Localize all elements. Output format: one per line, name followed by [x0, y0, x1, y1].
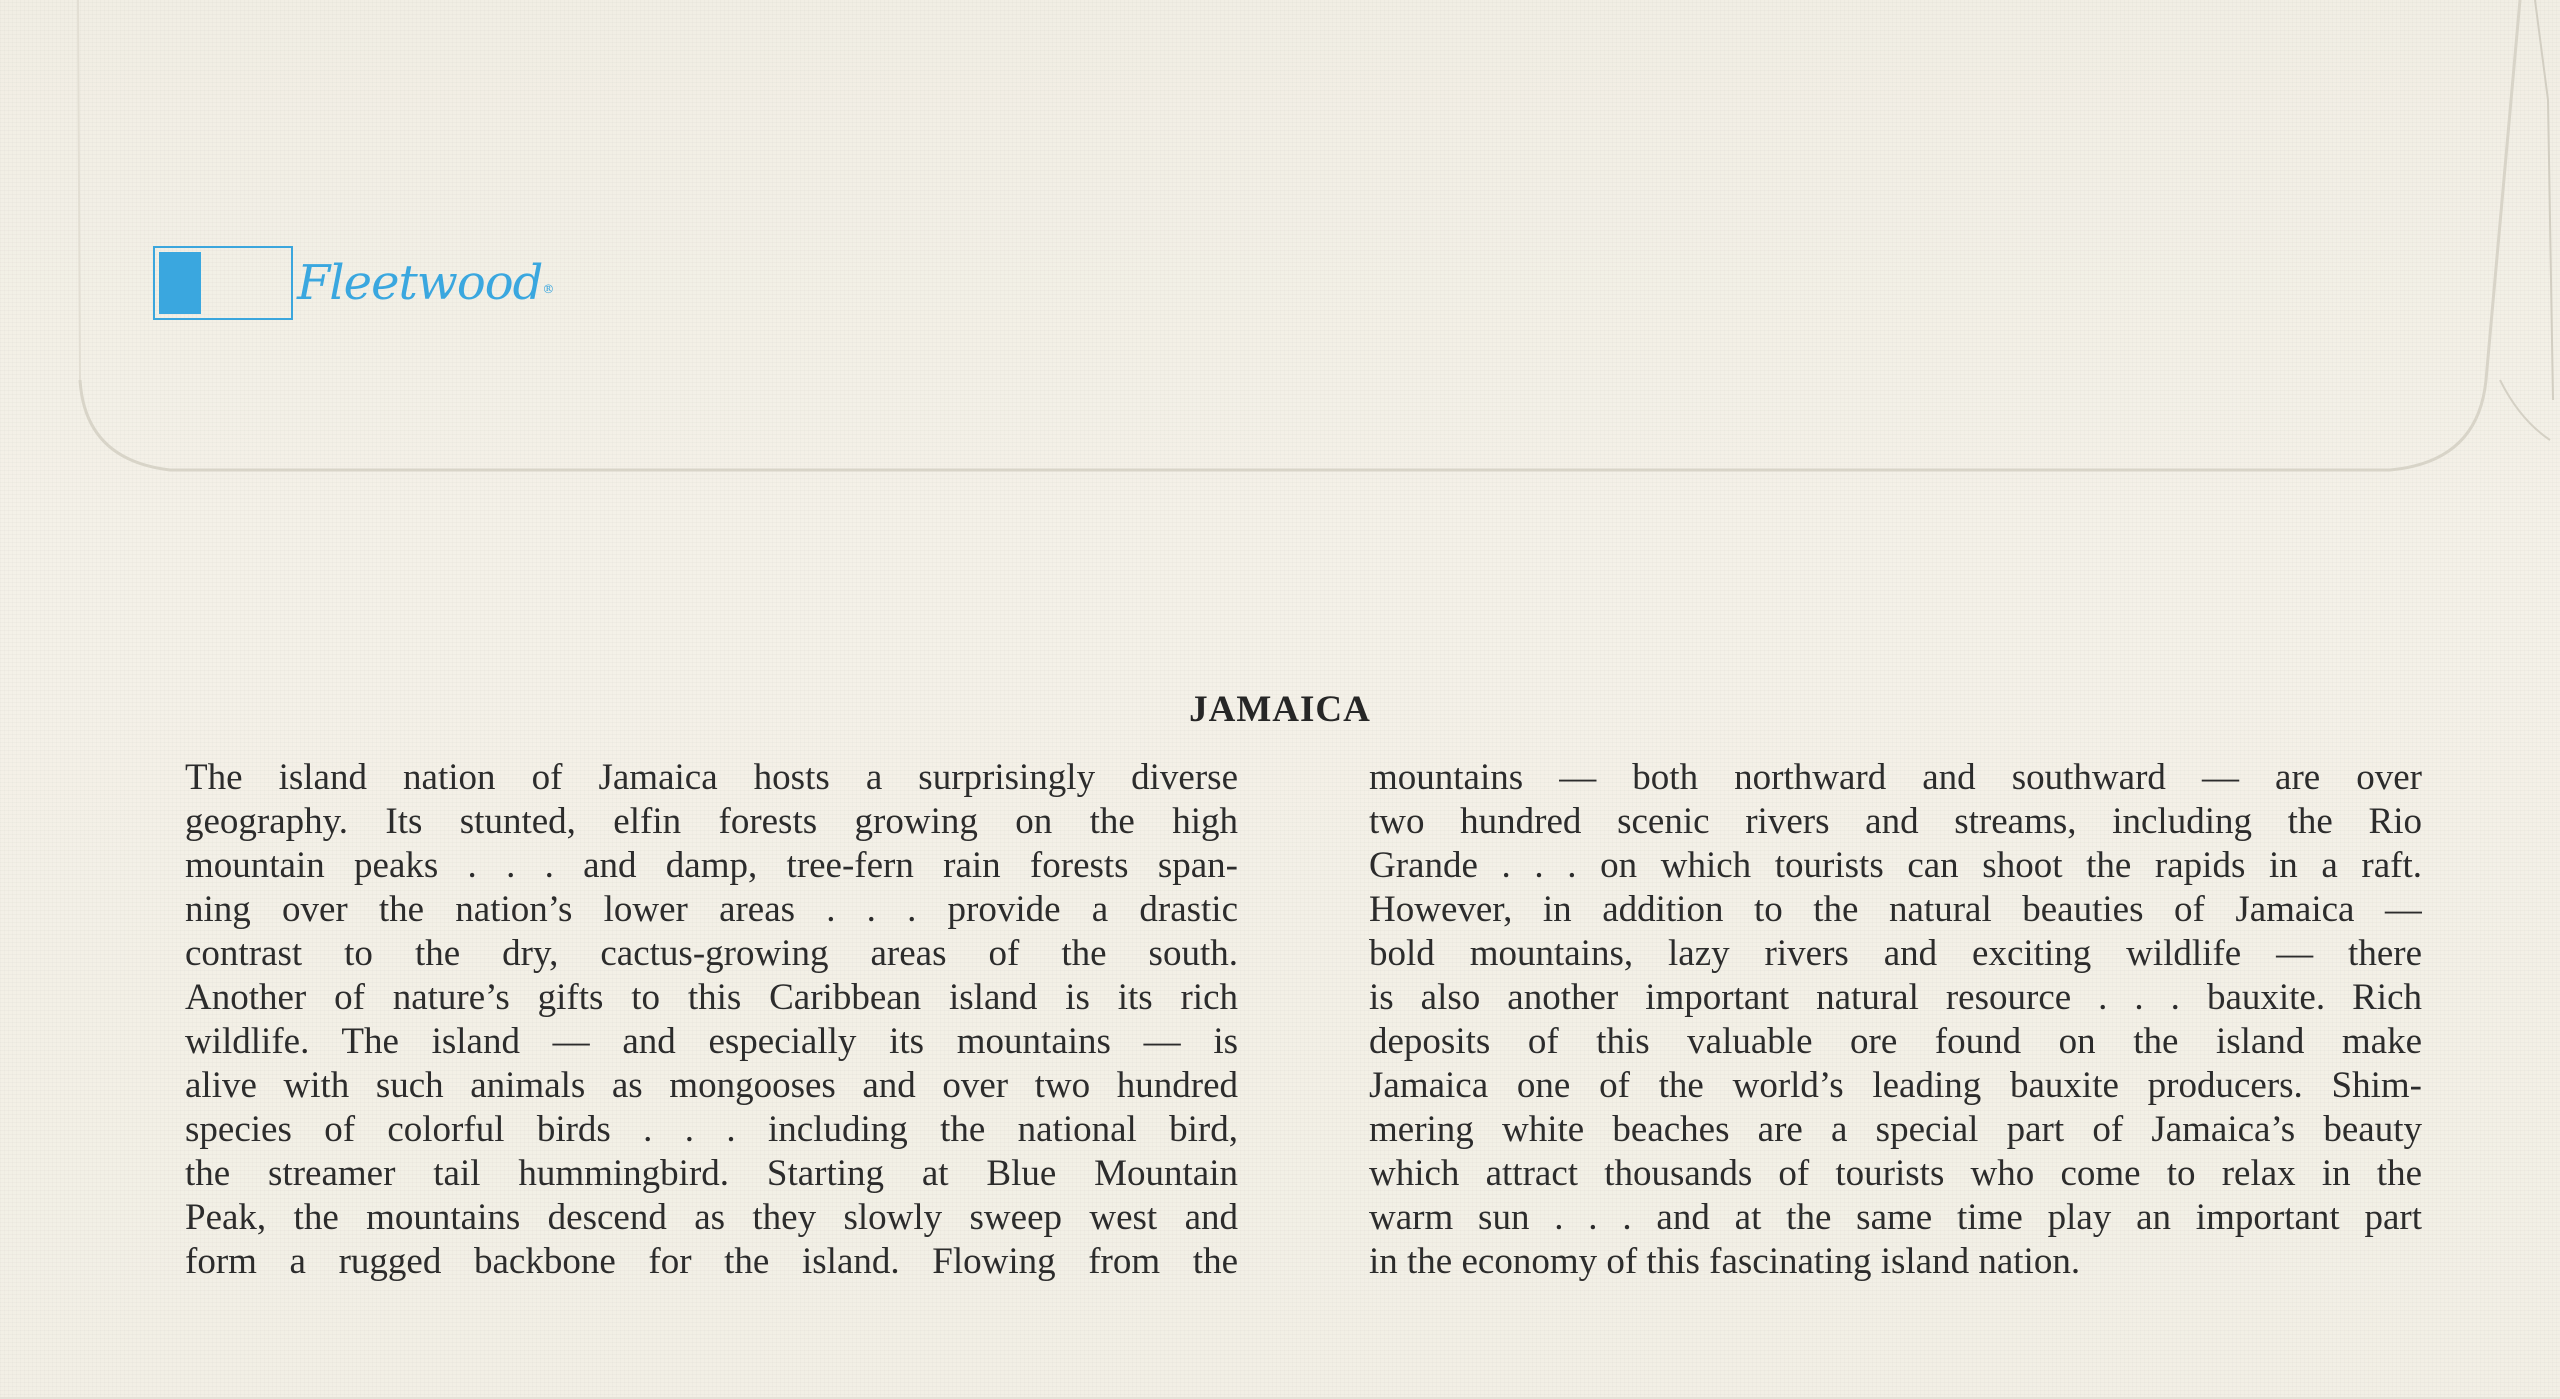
article-title: JAMAICA — [1189, 689, 1371, 730]
text-line: species of colorful birds . . . including the national bird, — [185, 1109, 1238, 1150]
text-line: two hundred scenic rivers and streams, including the Rio — [1369, 801, 2422, 842]
text-line: form a rugged backbone for the island. Flowing from the — [185, 1241, 1238, 1282]
article-left-column — [185, 756, 1238, 1284]
logo-frame — [153, 246, 293, 320]
text-line: the streamer tail hummingbird. Starting at Blue Mountain — [185, 1153, 1238, 1194]
text-line: deposits of this valuable ore found on the island make — [1369, 1021, 2422, 1062]
text-line: Jamaica one of the world’s leading bauxite producers. Shim- — [1369, 1065, 2422, 1106]
registered-mark: ® — [542, 282, 554, 296]
text-line: warm sun . . . and at the same time play an important part — [1369, 1197, 2422, 1238]
article-right-column — [1369, 756, 2422, 1284]
text-line: The island nation of Jamaica hosts a surprisingly diverse — [185, 757, 1238, 798]
text-line: mering white beaches are a special part of Jamaica’s beauty — [1369, 1109, 2422, 1150]
text-line: alive with such animals as mongooses and over two hundred — [185, 1065, 1238, 1106]
text-line: mountains — both northward and southward — are over — [1369, 757, 2422, 798]
text-line: is also another important natural resource . . . bauxite. Rich — [1369, 977, 2422, 1018]
text-line: geography. Its stunted, elfin forests growing on the high — [185, 801, 1238, 842]
logo-wordmark — [297, 248, 553, 324]
text-line: mountain peaks . . . and damp, tree-fern rain forests span- — [185, 845, 1238, 886]
logo-wordmark-text: Fleetwood — [297, 255, 543, 311]
text-line: Peak, the mountains descend as they slowly sweep west and — [185, 1197, 1238, 1238]
text-line: wildlife. The island — and especially its mountains — is — [185, 1021, 1238, 1062]
text-line: bold mountains, lazy rivers and exciting wildlife — there — [1369, 933, 2422, 974]
text-line: in the economy of this fascinating island nation. — [1369, 1241, 2081, 1282]
text-line: contrast to the dry, cactus-growing areas of the south. — [185, 933, 1238, 974]
text-line: Another of nature’s gifts to this Caribbean island is its rich — [185, 977, 1238, 1018]
text-line: ning over the nation’s lower areas . . . provide a drastic — [185, 889, 1238, 930]
text-line: which attract thousands of tourists who come to relax in the — [1369, 1153, 2422, 1194]
text-line: However, in addition to the natural beauties of Jamaica — — [1369, 889, 2422, 930]
text-line: Grande . . . on which tourists can shoot the rapids in a raft. — [1369, 845, 2422, 886]
fleetwood-logo — [153, 246, 563, 322]
logo-color-block — [159, 252, 201, 314]
